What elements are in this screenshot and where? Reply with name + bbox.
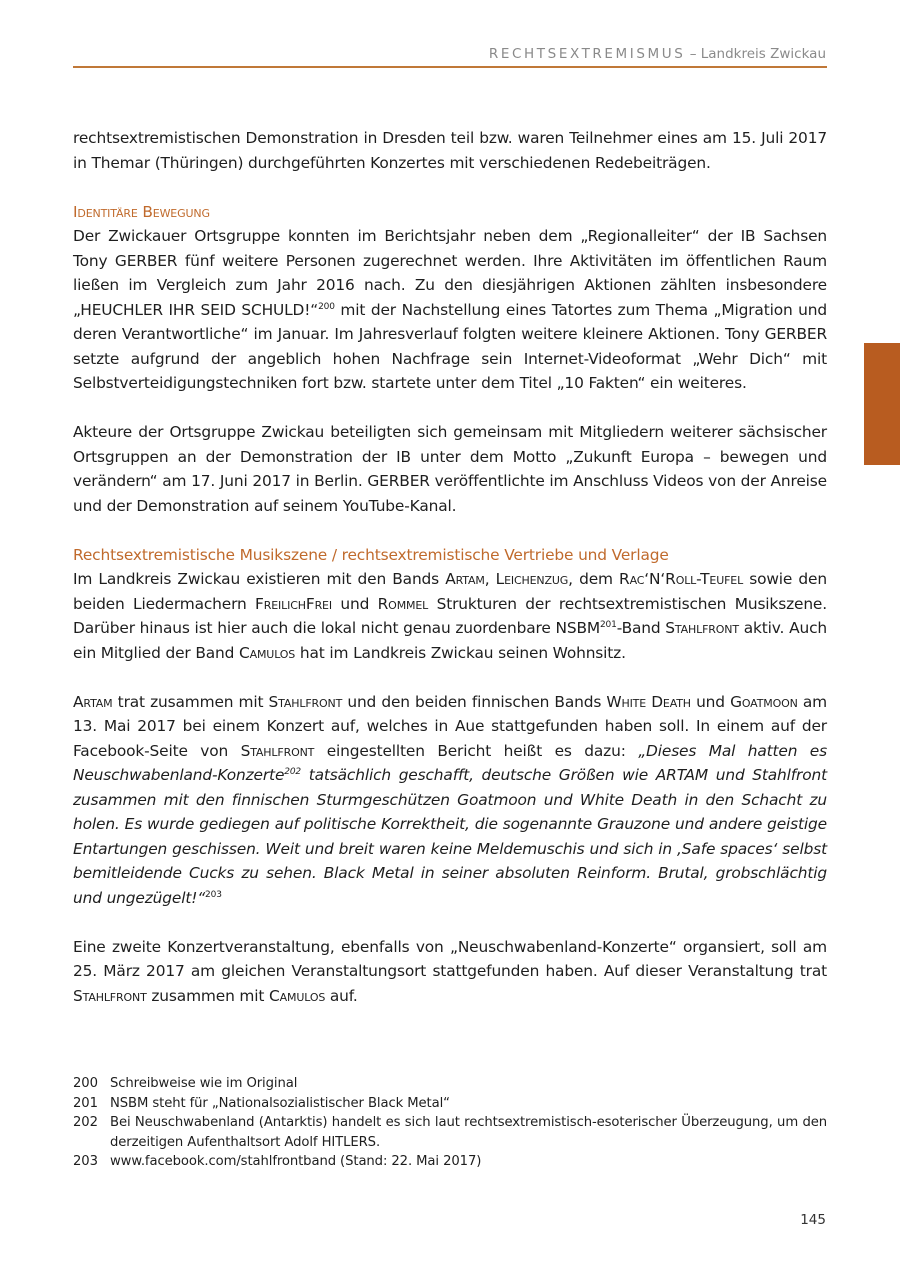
ib-paragraph-1-text-b: mit der Nachstellung eines Tatortes zum Thema „Migration und deren Verantwortliche“ im Januar. Im Jahresverlauf folgten weitere kleinere Aktionen. Tony GERBER setzte aufgrund der angeblich hohen Nachfrage sein Internet-Videoformat „Wehr Dich“ mit Selbstverteidigungstechniken fort bzw. startete unter dem Titel „10 Fakten“ ein weiteres. [73, 300, 827, 392]
chapter-side-tab [864, 343, 900, 465]
text-run: -Band [616, 619, 666, 637]
ib-paragraph-1-text-a: Der Zwickauer Ortsgruppe konnten im Berichtsjahr neben dem „Regionalleiter“ der IB Sachsen Tony GERBER fünf weitere Personen zugerechnet werden. Ihre Aktivitäten im öffentlichen Raum ließen im Vergleich zum Jahr 2016 nach. Zu den diesjährigen Aktionen zählten insbesondere „HEUCHLER IHR SEID SCHULD!“ [73, 227, 827, 319]
band-name-stahlfront: Stahlfront [240, 741, 315, 760]
footnote [73, 1152, 827, 1172]
text-run: trat zusammen mit [112, 692, 269, 711]
footnotes [73, 1074, 827, 1172]
running-header-subtitle: – Landkreis Zwickau [685, 46, 826, 62]
footnote-number: 202 [73, 1115, 98, 1130]
footnote-number: 201 [73, 1095, 98, 1111]
singer-name-rommel: Rommel [377, 594, 429, 613]
ib-paragraph-1 [73, 224, 827, 396]
singer-name-freilichfrei: FreilichFrei [255, 594, 332, 613]
section-heading-musikszene: Rechtsextremistische Musikszene / rechtsextremistische Vertriebe und Verlage [73, 545, 669, 564]
intro-paragraph: rechtsextremistischen Demonstration in Dresden teil bzw. waren Teilnehmer eines am 15. Juli 2017 in Themar (Thüringen) durchgeführten Konzertes mit verschiedenen Redebeiträgen. [73, 129, 827, 172]
footnote-ref-201: 201 [599, 620, 617, 630]
music-paragraph-3 [73, 935, 827, 1009]
main-text [73, 126, 827, 1008]
text-run: und [690, 692, 731, 711]
text-run: eingestellten Bericht heißt es dazu: [314, 741, 639, 760]
text-run: Eine zweite Konzertveranstaltung, ebenfalls von „Neuschwabenland-Konzerte“ organsiert, soll am 25. März 2017 am gleichen Veranstaltungsort stattgefunden haben. Auf dieser Veranstaltung trat [73, 937, 827, 980]
text-run: aktiv. Auch ein Mitglied der Band [73, 619, 827, 662]
text-run: und den beiden finnischen Bands [342, 692, 607, 711]
band-name-stahlfront: Stahlfront [665, 619, 739, 637]
music-paragraph-1 [73, 567, 827, 665]
text-run: Strukturen der rechtsextremistischen Musikszene. Darüber hinaus ist hier auch die lokal nicht genau zuordenbare NSBM [73, 594, 827, 637]
footnote [73, 1074, 827, 1094]
text-run: am 13. Mai 2017 bei einem Konzert auf, welches in Aue stattgefunden haben soll. In einem auf der Facebook-Seite von [73, 692, 827, 760]
footnote-number: 203 [73, 1154, 98, 1169]
ib-paragraph-2: Akteure der Ortsgruppe Zwickau beteiligten sich gemeinsam mit Mitgliedern weiterer sächsischer Ortsgruppen an der Demonstration der IB unter dem Motto „Zukunft Europa – bewegen und verändern“ am 17. Juni 2017 in Berlin. GERBER veröffentlichte im Anschluss Videos von der Anreise und der Demonstration auf seinem YouTube-Kanal. [73, 423, 827, 515]
footnote-text: Bei Neuschwabenland (Antarktis) handelt es sich laut rechtsextremistisch-esoterischer Überzeugung, um den derzeitigen Aufenthaltsort Adolf HITLERS. [110, 1115, 827, 1150]
music-paragraph-2 [73, 690, 827, 911]
running-header-title: RECHTSEXTREMISMUS [488, 46, 686, 62]
footnote-text: NSBM steht für „Nationalsozialistischer Black Metal“ [110, 1095, 450, 1111]
facebook-quote-b: tatsächlich geschafft, deutsche Größen wie ARTAM und Stahlfront zusammen mit den finnischen Sturmgeschützen Goatmoon und White Death in den Schacht zu holen. Es wurde gediegen auf politische Korrektheit, die sogenannte Grauzone und andere geistige Entartungen geschissen. Weit und breit waren keine Meldemuschis und sich in ‚Safe spaces‘ selbst bemitleidende Cucks zu sehen. Black Metal in seiner absoluten Reinform. Brutal, grobschlächtig und ungezügelt!“ [73, 766, 827, 907]
header-rule [73, 66, 827, 68]
band-name-goatmoon: Goatmoon [730, 692, 798, 711]
text-run: , [484, 570, 496, 588]
footnote-number: 200 [73, 1076, 98, 1091]
section-heading-identitaere-bewegung: Identitäre Bewegung [73, 202, 210, 221]
text-run: sowie den beiden Liedermachern [73, 570, 827, 613]
footnote-ref-202: 202 [284, 767, 301, 777]
text-run: und [331, 594, 378, 613]
band-name-artam: Artam [445, 570, 485, 588]
footnote-ref-200: 200 [318, 301, 335, 312]
text-run: Im Landkreis Zwickau existieren mit den Bands [73, 570, 446, 588]
band-name-white-death: White Death [606, 692, 691, 711]
facebook-quote-a: „Dieses Mal hatten es Neuschwabenland-Konzerte [73, 741, 827, 784]
band-name-camulos: Camulos [269, 986, 326, 1005]
band-name-stahlfront: Stahlfront [73, 986, 147, 1005]
band-name-racnroll-teufel: Rac‘N‘Roll-Teufel [619, 570, 744, 588]
text-run: hat im Landkreis Zwickau seinen Wohnsitz. [295, 643, 626, 662]
text-run: zusammen mit [146, 986, 270, 1005]
footnote-text: Schreibweise wie im Original [110, 1076, 298, 1091]
footnote-ref-203: 203 [205, 889, 222, 900]
text-run: auf. [325, 986, 358, 1005]
page-number: 145 [800, 1212, 826, 1228]
footnote-text: www.facebook.com/stahlfrontband (Stand: 22. Mai 2017) [110, 1154, 482, 1169]
band-name-stahlfront: Stahlfront [268, 692, 343, 711]
band-name-camulos: Camulos [239, 643, 296, 662]
footnote [73, 1094, 827, 1114]
footnote [73, 1113, 827, 1152]
band-name-artam: Artam [73, 692, 113, 711]
running-header [489, 46, 826, 62]
band-name-leichenzug: Leichenzug [495, 570, 569, 588]
text-run: , dem [568, 570, 620, 588]
